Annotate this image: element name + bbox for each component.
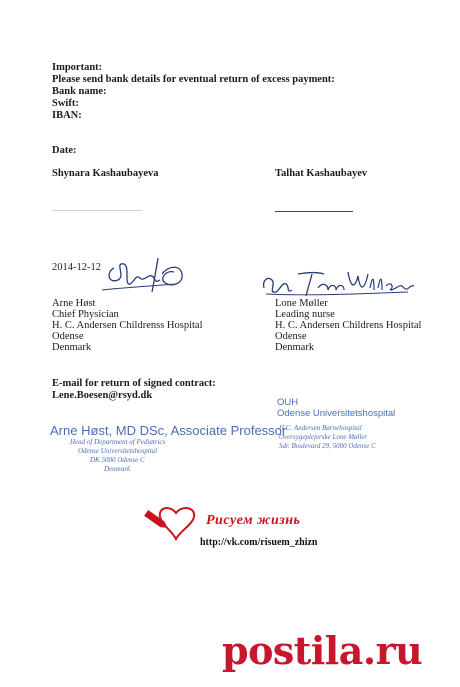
stamp-right-line5: Sdr. Boulevard 29, 5000 Odense C [279,442,376,450]
stamp-left-line5: Denmark [104,465,131,473]
email-address: Lene.Boesen@rsyd.dk [52,390,153,401]
date-label: Date: [52,145,77,156]
pencil-heart-icon [142,505,202,545]
stamp-left-line2: Head of Department of Pediatrics [70,438,166,446]
sign-date: 2014-12-12 [52,262,101,273]
stamp-left-line1-text: Arne Høst, MD DSc, Associate Professor [50,423,287,438]
bank-name-label: Bank name: [52,86,107,97]
watermark-url: http://vk.com/risuem_zhizn [200,537,318,548]
signature-line-right [275,211,353,212]
right-signatory-name: Lone Møller [275,298,328,309]
left-signatory-country: Denmark [52,342,92,353]
email-label: E-mail for return of signed contract: [52,378,216,389]
left-signatory-org: H. C. Andersen Childrenss Hospital [52,320,203,331]
stamp-right-line4: Oversygeplejerske Lone Møller [279,433,368,441]
right-signatory-title: Leading nurse [275,309,335,320]
bank-details-request: Please send bank details for eventual return of excess payment: [52,74,335,85]
stamp-left-line4: DK 5000 Odense C [90,456,145,464]
signer-left-name: Shynara Kashaubayeva [52,168,159,179]
stamp-right-line2: Odense Universitetshospital [277,408,396,419]
right-signatory-org: H. C. Andersen Childrens Hospital [275,320,422,331]
stamp-right-line3: H.C. Andersen Børnehospital [279,424,362,432]
left-signatory-title: Chief Physician [52,309,119,320]
right-signatory-country: Denmark [275,342,315,353]
signature-arne-host [100,250,190,300]
left-signatory-name: Arne Høst [52,298,96,309]
watermark-title: Рисуем жизнь [206,513,301,528]
important-label: Important: [52,62,103,73]
signature-lone-moller [258,266,418,302]
iban-label: IBAN: [52,110,82,121]
stamp-left-line1 [50,423,286,438]
swift-label: Swift: [52,98,79,109]
signature-line-left [52,210,142,211]
signer-right-name: Talhat Kashaubayev [275,168,368,179]
stamp-left-line3: Odense Universitetshospital [78,447,158,455]
stamp-right-line1: OUH [277,397,299,408]
right-signatory-city: Odense [275,331,307,342]
postila-logo: postila.ru [222,628,423,673]
left-signatory-city: Odense [52,331,84,342]
